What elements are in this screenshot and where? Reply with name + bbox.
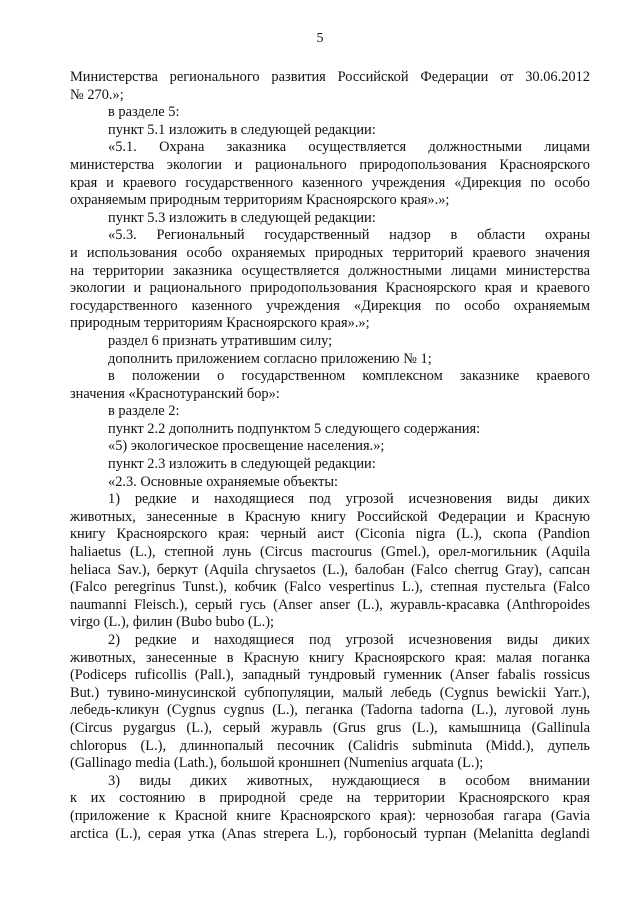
text-line: в разделе 5: bbox=[108, 104, 180, 121]
text-line: naumanni Fleisch.), серый гусь (Anser anser (L.), журавль-красавка (Anthropoides bbox=[70, 596, 590, 613]
text-line: лебедь-кликун (Cygnus cygnus (L.), пеганка (Tadorna tadorna (L.), луговой лунь bbox=[70, 702, 590, 719]
text-line: (Circus pygargus (L.), серый журавль (Grus grus (L.), камышница (Gallinula bbox=[70, 719, 590, 736]
text-line: «5) экологическое просвещение населения.»; bbox=[108, 438, 385, 455]
text-line: природным территориям Красноярского края».»; bbox=[70, 315, 370, 332]
text-line: пункт 2.3 изложить в следующей редакции: bbox=[108, 456, 376, 473]
text-line: пункт 2.2 дополнить подпунктом 5 следующего содержания: bbox=[108, 420, 481, 437]
text-line: животных, занесенные в Красную книгу Российской Федерации и Красную bbox=[70, 508, 590, 525]
text-line: министерства экологии и рационального природопользования Красноярского bbox=[70, 156, 590, 173]
text-line: к их состоянию в природной среде на территории Красноярского края bbox=[70, 790, 590, 807]
text-line: Министерства регионального развития Российской Федерации от 30.06.2012 bbox=[70, 69, 590, 85]
text-line: в разделе 2: bbox=[108, 403, 180, 420]
text-line: книгу Красноярского края: черный аист (Ciconia nigra (L.), скопа (Pandion bbox=[70, 526, 590, 543]
text-line: края и краевого государственного казенного учреждения «Дирекция по особо bbox=[70, 174, 590, 191]
text-line: № 270.»; bbox=[70, 86, 124, 103]
text-line: государственного казенного учреждения «Дирекция по особо охраняемым bbox=[70, 297, 590, 314]
text-line: «5.1. Охрана заказника осуществляется должностными лицами bbox=[108, 139, 590, 156]
text-line: (приложение к Красной книге Красноярского края): чернозобая гагара (Gavia bbox=[70, 807, 590, 824]
text-line: haliaetus (L.), степной лунь (Circus macrourus (Gmel.), орел-могильник (Aquila bbox=[70, 544, 590, 561]
text-line: But.) тувино-минусинской субпопуляции, малый лебедь (Cygnus bewickii Yarr.), bbox=[70, 684, 590, 701]
text-line: и использования особо охраняемых природных территорий краевого значения bbox=[70, 244, 590, 261]
text-line: животных, занесенные в Красную книгу Красноярского края: малая поганка bbox=[70, 649, 590, 666]
text-line: chloropus (L.), длиннопалый песочник (Calidris subminuta (Midd.), дупель bbox=[70, 737, 590, 754]
text-line: virgo (L.), филин (Bubo bubo (L.); bbox=[70, 614, 275, 631]
page-number: 5 bbox=[316, 31, 324, 46]
text-line: 1) редкие и находящиеся под угрозой исчезновения виды диких bbox=[108, 491, 590, 508]
text-line: (Falco peregrinus Tunst.), кобчик (Falco vespertinus L.), степная пустельга (Falco bbox=[70, 579, 590, 596]
text-line: раздел 6 признать утратившим силу; bbox=[108, 332, 333, 349]
text-line: значения «Краснотуранский бор»: bbox=[70, 385, 280, 402]
text-line: (Podiceps ruficollis (Pall.), западный тундровый гуменник (Anser fabalis rossicus bbox=[70, 667, 590, 684]
text-line: пункт 5.3 изложить в следующей редакции: bbox=[108, 209, 376, 226]
text-line: дополнить приложением согласно приложению № 1; bbox=[108, 350, 432, 367]
text-line: arctica (L.), серая утка (Anas strepera L.), горбоносый турпан (Melanitta deglandi bbox=[70, 825, 590, 842]
document-body bbox=[70, 69, 590, 843]
text-line: экологии и рационального природопользования Красноярского края и краевого bbox=[70, 280, 590, 297]
text-line: на территории заказника осуществляется должностными лицами министерства bbox=[70, 262, 590, 279]
text-line: 2) редкие и находящиеся под угрозой исчезновения виды диких bbox=[108, 632, 590, 648]
text-line: в положении о государственном комплексном заказнике краевого bbox=[108, 368, 590, 385]
text-line: (Gallinago media (Lath.), большой кроншнеп (Numenius arquata (L.); bbox=[70, 755, 484, 772]
text-line: «2.3. Основные охраняемые объекты: bbox=[108, 473, 339, 490]
text-line: пункт 5.1 изложить в следующей редакции: bbox=[108, 121, 376, 138]
text-line: охраняемым природным территориям Красноярского края».»; bbox=[70, 192, 450, 209]
text-line: «5.3. Региональный государственный надзор в области охраны bbox=[108, 227, 590, 244]
text-line: 3) виды диких животных, нуждающиеся в особом внимании bbox=[108, 772, 590, 789]
text-line: heliaca Sav.), беркут (Aquila chrysaetos (L.), балобан (Falco cherrug Gray), сапсан bbox=[70, 561, 590, 578]
